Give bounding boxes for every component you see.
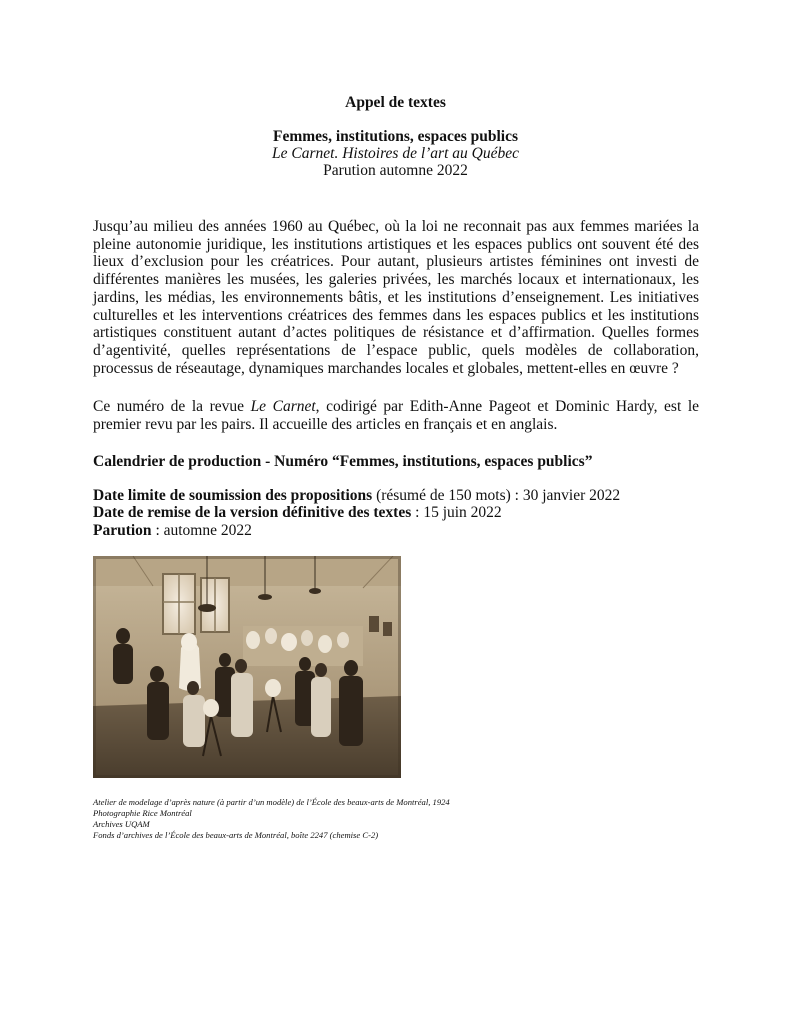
date-value: : automne 2022 <box>151 521 252 539</box>
issue-paragraph-before: Ce numéro de la revue <box>93 398 251 415</box>
subtitle-journal: Le Carnet. Histoires de l’art au Québec <box>272 145 519 162</box>
caption-line: Photographie Rice Montréal <box>93 808 192 818</box>
subtitle-block <box>0 128 791 179</box>
issue-paragraph <box>93 398 699 433</box>
journal-name: Le Carnet <box>250 398 316 415</box>
subtitle-publication: Parution automne 2022 <box>323 162 468 179</box>
date-item-final-text <box>93 504 620 521</box>
date-item-publication <box>93 522 620 539</box>
issue-paragraph-after: , codirigé par Edith-Anne Pageot et Dominic Hardy, est le premier revu par les pairs. Il accueille des articles en français et en anglais. <box>93 398 699 433</box>
caption-line: Fonds d’archives de l’École des beaux-arts de Montréal, boîte 2247 (chemise C-2) <box>93 830 379 840</box>
date-value: : 15 juin 2022 <box>411 504 502 522</box>
date-label: Date limite de soumission des propositions <box>93 487 373 504</box>
caption-line: Archives UQAM <box>93 819 150 829</box>
caption-line: Atelier de modelage d’après nature (à partir d’un modèle) de l’École des beaux-arts de Montréal, 1924 <box>93 797 450 807</box>
date-item-submission <box>93 487 620 504</box>
date-label: Date de remise de la version définitive des textes <box>93 504 412 522</box>
page-title: Appel de textes <box>345 94 446 111</box>
date-label: Parution <box>93 521 152 539</box>
intro-paragraph: Jusqu’au milieu des années 1960 au Québec, où la loi ne reconnait pas aux femmes mariées la pleine autonomie juridique, les institutions artistiques et les espaces publics ont souvent été des lieux d’exclusion pour les créatrices. Pour autant, plusieurs artistes féminines ont investi de différentes manières les musées, les galeries privées, les marchés locaux et internationaux, les jardins, les médias, les environnements bâtis, et les institutions d’enseignement. Les initiatives culturelles et les interventions créatrices des femmes dans les espaces publics et les institutions artistiques constituent autant d’actes politiques de résistance et d’affirmation. Quelles formes d’agentivité, quelles représentations de l’espace public, quels modèles de collaboration, processus de réseautage, dynamiques marchandes locales et globales, mettent-elles en œuvre ? <box>93 218 699 377</box>
sepia-photograph-icon <box>93 556 401 778</box>
calendar-title: Calendrier de production - Numéro “Femmes, institutions, espaces publics” <box>93 453 593 470</box>
archival-photo <box>93 556 401 778</box>
date-value: (résumé de 150 mots) : 30 janvier 2022 <box>372 487 621 504</box>
header <box>0 94 791 179</box>
subtitle-theme: Femmes, institutions, espaces publics <box>273 128 518 145</box>
photo-caption <box>93 797 450 841</box>
calendar-dates <box>93 487 620 539</box>
